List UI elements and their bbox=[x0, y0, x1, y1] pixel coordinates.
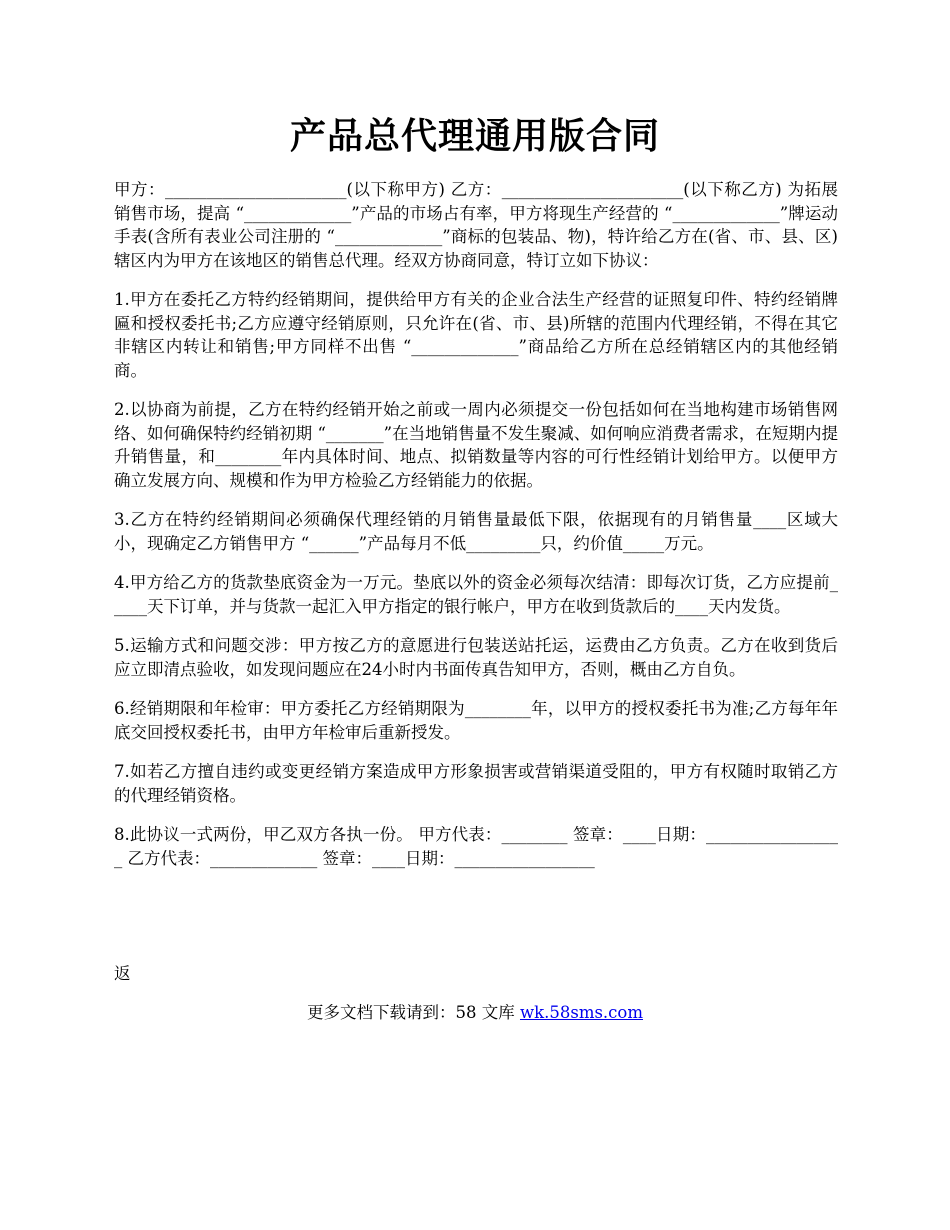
back-text: 返 bbox=[114, 964, 131, 983]
footer-site-link[interactable]: wk.58sms.com bbox=[519, 1003, 643, 1022]
clause-8-signatures: 8.此协议一式两份，甲乙双方各执一份。 甲方代表：________ 签章：____日期：_________________ 乙方代表：_____________ 签章：____日期：_________________ bbox=[114, 825, 838, 868]
clause-3: 3.乙方在特约经销期间必须确保代理经销的月销售量最低下限，依据现有的月销售量____区域大小，现确定乙方销售甲方 “______”产品每月不低_________只，约价值_____万元。 bbox=[114, 510, 838, 553]
document-title: 产品总代理通用版合同 bbox=[289, 115, 660, 157]
clause-6: 6.经销期限和年检审：甲方委托乙方经销期限为________年，以甲方的授权委托书为准;乙方每年年底交回授权委托书，由甲方年检审后重新授发。 bbox=[114, 699, 838, 742]
footer-prefix: 更多文档下载请到：58 文库 bbox=[306, 1003, 520, 1022]
clause-4: 4.甲方给乙方的货款垫底资金为一万元。垫底以外的资金必须每次结清：即每次订货，乙方应提前_____天下订单，并与货款一起汇入甲方指定的银行帐户，甲方在收到货款后的____天内发货。 bbox=[114, 573, 838, 616]
intro-paragraph: 甲方：______________________(以下称甲方) 乙方：______________________(以下称乙方) 为拓展销售市场，提高 “_____________”产品的市场占有率，甲方将现生产经营的 “_____________”牌运动手表(含所有表业公司注册的 “_____________”商标的包装品、物)，特许给乙方在(省、市、县、区)辖区内为甲方在该地区的销售总代理。经双方协商同意，特订立如下协议： bbox=[114, 180, 838, 270]
download-footer bbox=[0, 1001, 950, 1025]
contract-body bbox=[114, 178, 838, 870]
clause-2: 2.以协商为前提，乙方在特约经销开始之前或一周内必须提交一份包括如何在当地构建市场销售网络、如何确保特约经销初期 “_______”在当地销售量不发生聚减、如何响应消费者需求，在短期内提升销售量，和________年内具体时间、地点、拟销数量等内容的可行性经销计划给甲方。以便甲方确立发展方向、规模和作为甲方检验乙方经销能力的依据。 bbox=[114, 400, 838, 490]
clause-5: 5.运输方式和问题交涉：甲方按乙方的意愿进行包装送站托运，运费由乙方负责。乙方在收到货后应立即清点验收，如发现问题应在24小时内书面传真告知甲方，否则，概由乙方自负。 bbox=[114, 636, 838, 679]
clause-7: 7.如若乙方擅自违约或变更经销方案造成甲方形象损害或营销渠道受阻的，甲方有权随时取销乙方的代理经销资格。 bbox=[114, 762, 838, 805]
clause-1: 1.甲方在委托乙方特约经销期间，提供给甲方有关的企业合法生产经营的证照复印件、特约经销牌匾和授权委托书;乙方应遵守经销原则，只允许在(省、市、县)所辖的范围内代理经销，不得在其它非辖区内转让和销售;甲方同样不出售 “_____________”商品给乙方所在总经销辖区内的其他经销商。 bbox=[114, 290, 838, 380]
